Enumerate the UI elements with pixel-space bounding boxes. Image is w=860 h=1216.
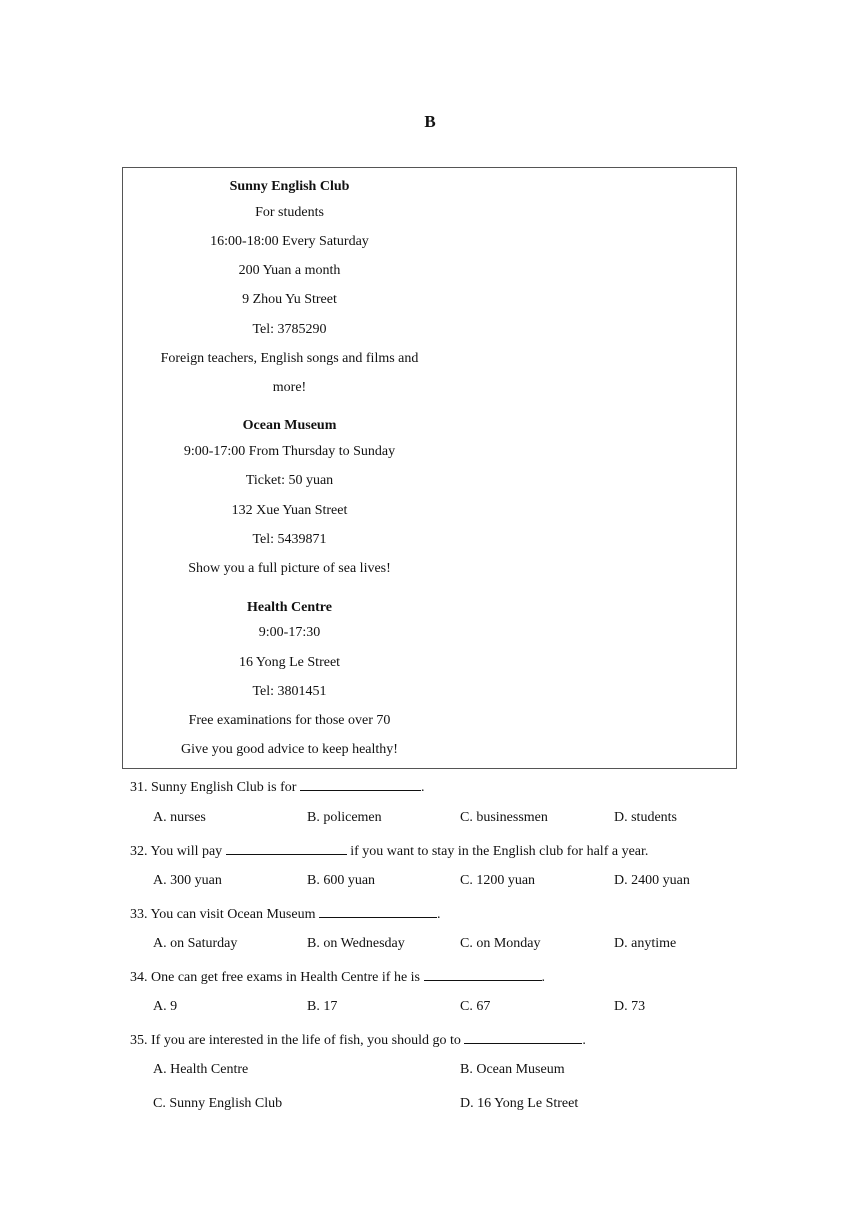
question-33 — [130, 904, 441, 924]
option-a: A. on Saturday — [153, 936, 238, 951]
question-34 — [130, 967, 545, 987]
health-line: Free examinations for those over 70 — [188, 713, 391, 728]
option-d: D. 2400 yuan — [614, 873, 690, 888]
health-title: Health Centre — [247, 600, 332, 615]
club-line: more! — [272, 380, 307, 395]
club-line: 16:00-18:00 Every Saturday — [210, 234, 369, 249]
option-b: B. policemen — [307, 810, 382, 825]
option-c: C. Sunny English Club — [153, 1096, 283, 1111]
answer-blank — [464, 1030, 582, 1044]
option-a: A. nurses — [153, 810, 206, 825]
answer-blank — [226, 841, 347, 855]
museum-line: Show you a full picture of sea lives! — [188, 561, 391, 576]
option-b: B. 17 — [307, 999, 338, 1014]
option-d: D. 73 — [614, 999, 646, 1014]
answer-blank — [424, 967, 542, 981]
option-a: A. 9 — [153, 999, 178, 1014]
question-text: 31. Sunny English Club is for — [130, 780, 297, 795]
option-d: D. 16 Yong Le Street — [460, 1096, 579, 1111]
health-line: 16 Yong Le Street — [238, 655, 341, 670]
museum-title: Ocean Museum — [242, 418, 337, 433]
club-line: For students — [255, 205, 324, 220]
museum-line: Tel: 5439871 — [252, 532, 327, 547]
question-text-end: . — [420, 780, 425, 795]
answer-blank — [300, 777, 421, 791]
question-text: 33. You can visit Ocean Museum — [130, 907, 316, 922]
club-line: Tel: 3785290 — [252, 322, 327, 337]
question-text-end: . — [437, 907, 441, 922]
health-line: 9:00-17:30 — [258, 625, 321, 640]
notice-box — [122, 167, 737, 769]
question-text-end: . — [541, 970, 546, 985]
question-35 — [130, 1030, 586, 1050]
option-d: D. students — [614, 810, 677, 825]
club-line: Foreign teachers, English songs and films and — [160, 351, 419, 366]
question-text-end: . — [582, 1033, 586, 1048]
club-line: 200 Yuan a month — [238, 263, 341, 278]
club-title: Sunny English Club — [229, 179, 350, 194]
question-text: 32. You will pay — [130, 844, 223, 859]
option-b: B. 600 yuan — [307, 873, 376, 888]
option-c: C. 1200 yuan — [460, 873, 536, 888]
option-a: A. Health Centre — [153, 1062, 249, 1077]
option-b: B. Ocean Museum — [460, 1062, 565, 1077]
question-31 — [130, 777, 424, 797]
question-text: 34. One can get free exams in Health Centre if he is — [130, 970, 421, 985]
section-letter: B — [424, 112, 436, 131]
health-line: Tel: 3801451 — [252, 684, 327, 699]
option-c: C. 67 — [460, 999, 491, 1014]
option-c: C. on Monday — [460, 936, 541, 951]
club-line: 9 Zhou Yu Street — [242, 292, 337, 307]
health-line: Give you good advice to keep healthy! — [181, 742, 398, 757]
question-text-end: if you want to stay in the English club for half a year. — [350, 844, 649, 859]
option-d: D. anytime — [614, 936, 677, 951]
answer-blank — [319, 904, 437, 918]
question-text: 35. If you are interested in the life of fish, you should go to — [130, 1033, 461, 1048]
museum-line: 132 Xue Yuan Street — [231, 503, 348, 518]
question-32 — [130, 841, 648, 861]
option-b: B. on Wednesday — [307, 936, 405, 951]
option-c: C. businessmen — [460, 810, 548, 825]
museum-line: Ticket: 50 yuan — [245, 473, 334, 488]
option-a: A. 300 yuan — [153, 873, 222, 888]
museum-line: 9:00-17:00 From Thursday to Sunday — [183, 444, 396, 459]
